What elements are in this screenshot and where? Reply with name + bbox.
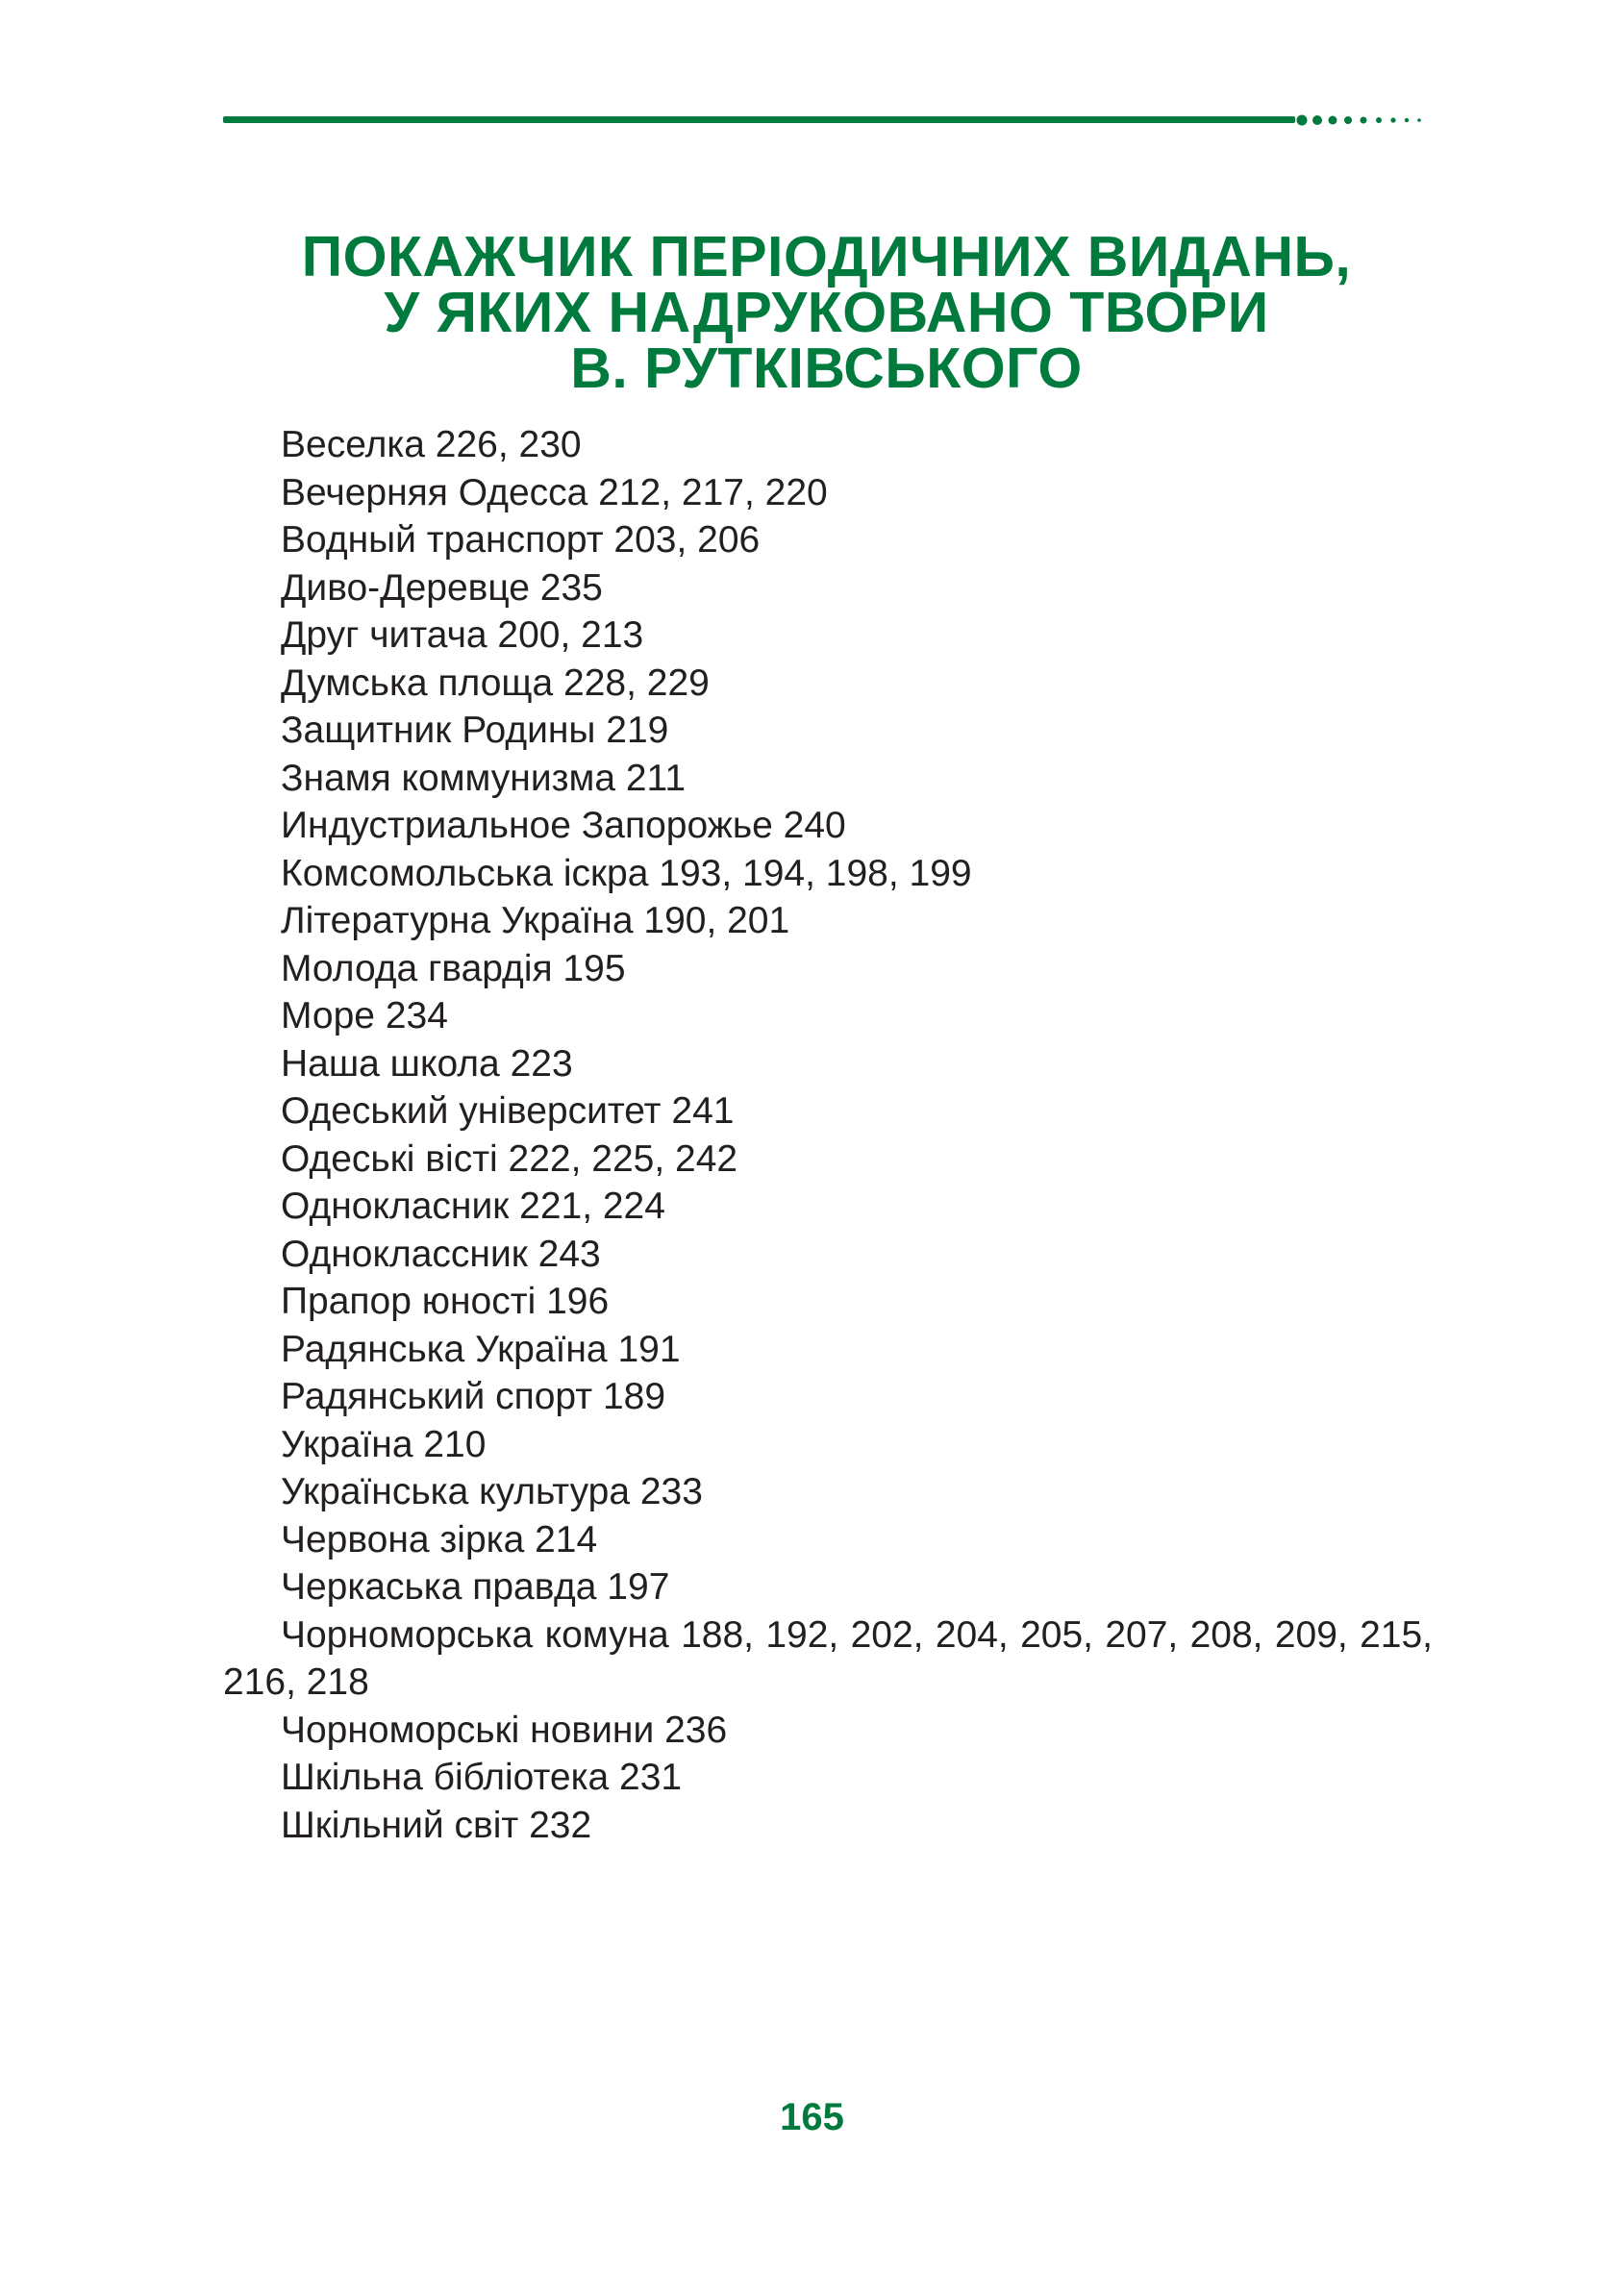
index-entry: Одноклассник 243 (281, 1233, 601, 1275)
title-line-1: ПОКАЖЧИК ПЕРІОДИЧНИХ ВИДАНЬ, (301, 225, 1352, 288)
index-entry: Прапор юності 196 (281, 1281, 610, 1322)
index-entry: Знамя коммунизма 211 (281, 757, 687, 799)
index-entry: Радянська Україна 191 (281, 1328, 681, 1370)
index-entry: Чорноморська комуна 188, 192, 202, 204, 205, 207, 208, 209, 215, 216, 218 (223, 1613, 1433, 1703)
title-line-2: У ЯКИХ НАДРУКОВАНО ТВОРИ (384, 281, 1269, 344)
index-entry: Думська площа 228, 229 (281, 662, 710, 704)
index-entry: Українська культура 233 (281, 1471, 703, 1512)
index-entry: Друг читача 200, 213 (281, 614, 644, 656)
page-number: 165 (780, 2096, 844, 2138)
index-entry: Чорноморські новини 236 (281, 1709, 728, 1751)
index-entry: Диво-Деревце 235 (281, 566, 603, 609)
index-entry: Водный транспорт 203, 206 (281, 519, 761, 561)
title-line-3: В. РУТКІВСЬКОГО (570, 337, 1083, 400)
header-rule (223, 116, 1295, 123)
index-entry: Одеський університет 241 (281, 1090, 735, 1132)
index-entry: Веселка 226, 230 (281, 424, 582, 465)
index-entry: Одеські вісті 222, 225, 242 (281, 1137, 738, 1180)
index-entry: Защитник Родины 219 (281, 710, 669, 751)
header-dots-ornament (1294, 113, 1429, 127)
index-entry: Україна 210 (281, 1423, 487, 1465)
index-entry: Молода гвардія 195 (281, 947, 626, 989)
index-entry: Наша школа 223 (281, 1042, 573, 1085)
index-entry: Червона зірка 214 (281, 1518, 598, 1560)
index-entry: Шкільна бібліотека 231 (281, 1757, 683, 1798)
index-entry: Шкільний світ 232 (281, 1804, 592, 1846)
index-entry: Комсомольська іскра 193, 194, 198, 199 (281, 852, 972, 894)
page-title (223, 225, 1430, 400)
index-entry: Однокласник 221, 224 (281, 1186, 665, 1227)
index-entry: Літературна Україна 190, 201 (281, 900, 790, 941)
index-entry: Индустриальное Запорожье 240 (281, 805, 846, 846)
index-entry: Вечерняя Одесса 212, 217, 220 (281, 471, 828, 513)
periodicals-index-list (223, 421, 1433, 1849)
index-entry: Море 234 (281, 995, 448, 1036)
index-entry: Черкаська правда 197 (281, 1566, 670, 1608)
index-entry: Радянський спорт 189 (281, 1376, 666, 1417)
